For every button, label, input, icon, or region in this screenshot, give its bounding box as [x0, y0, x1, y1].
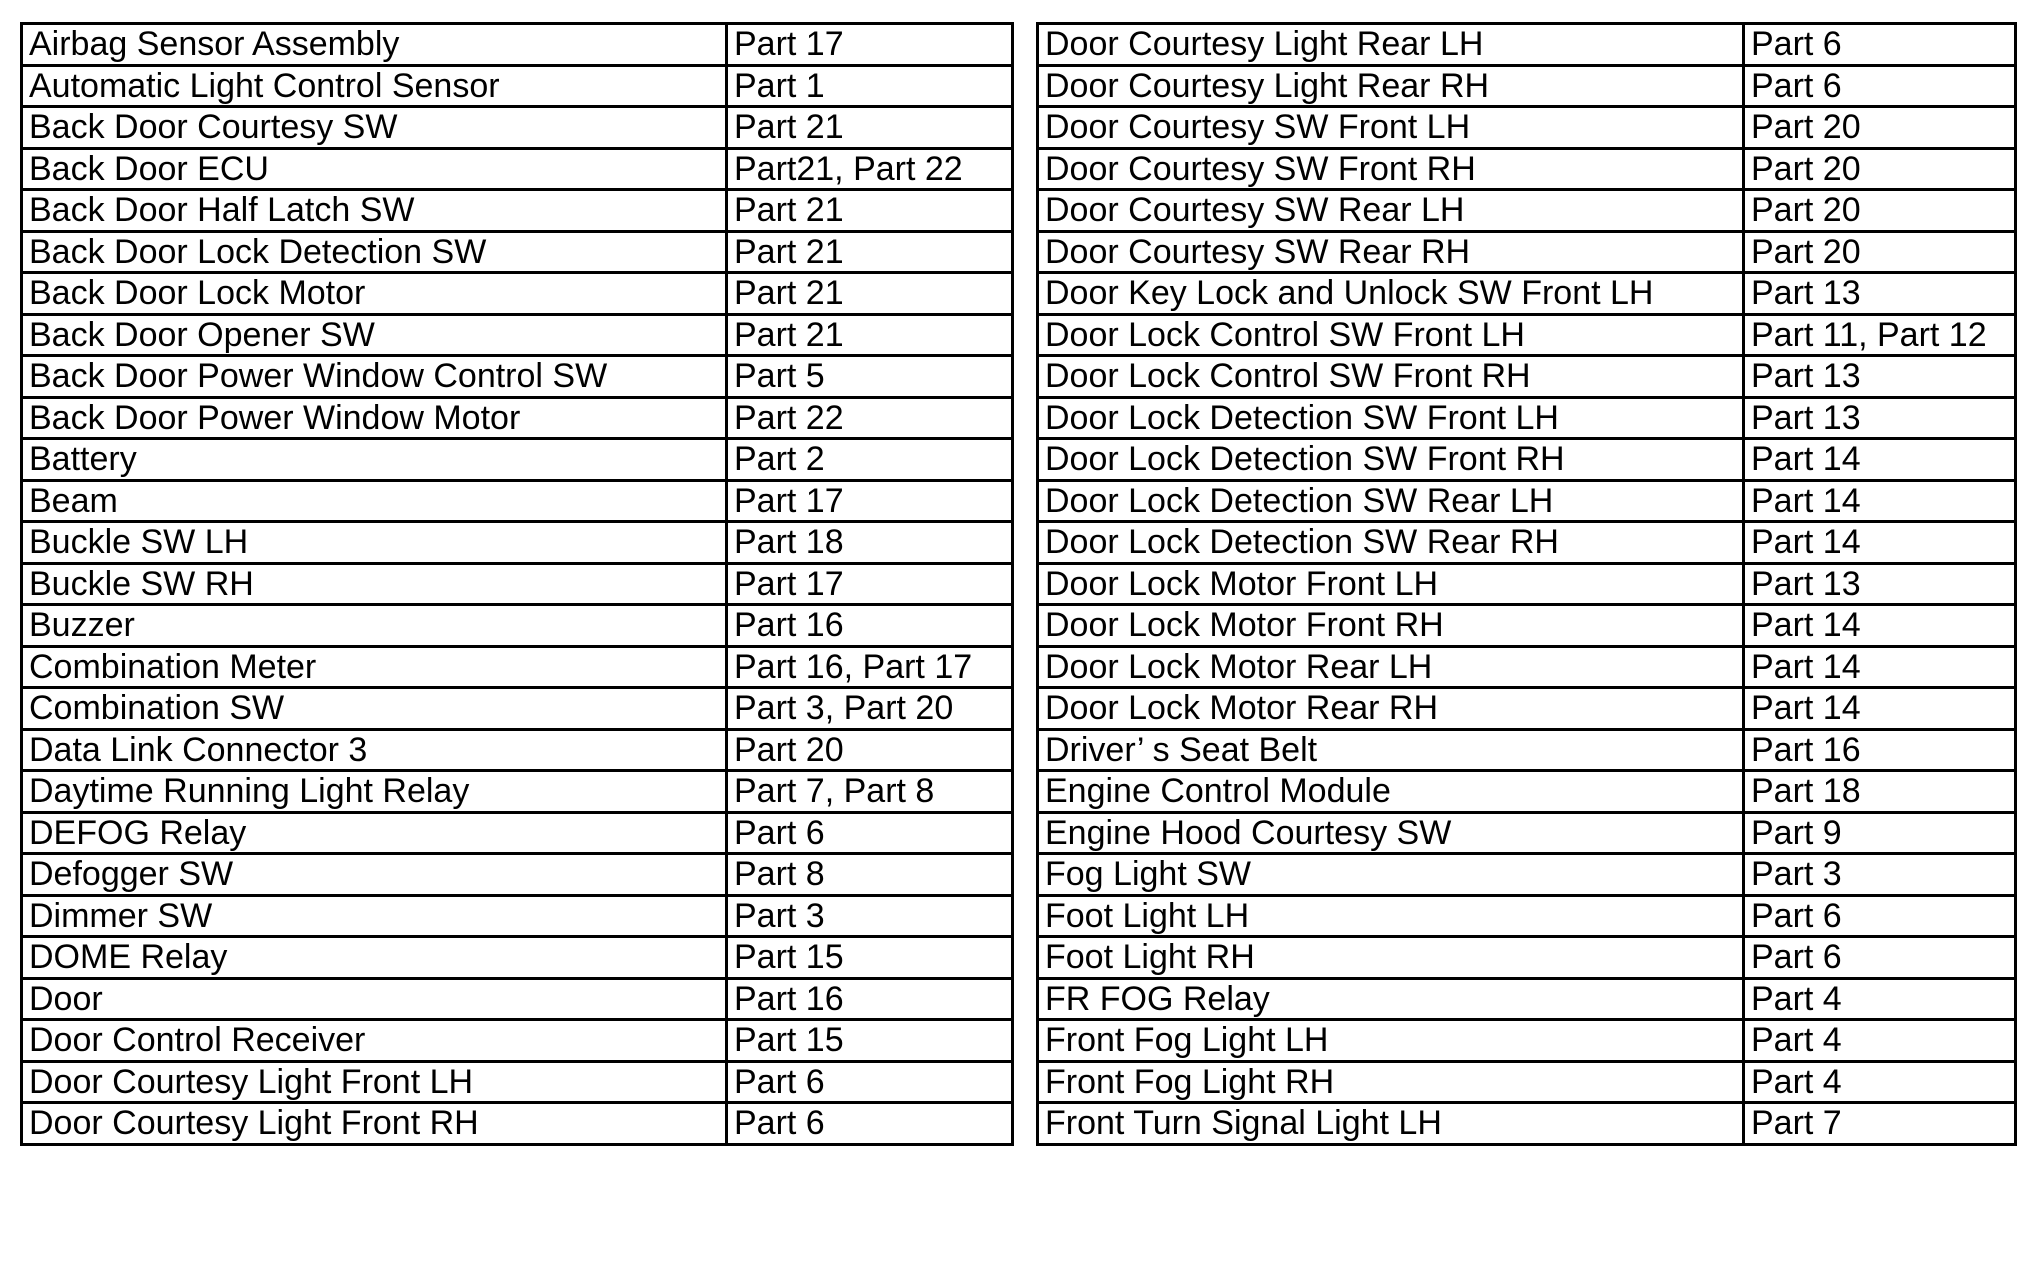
- part-reference-cell: Part 20: [727, 729, 1013, 771]
- component-index-table-right: [1036, 22, 2017, 1146]
- component-name-cell: Door Lock Motor Rear RH: [1038, 688, 1744, 730]
- part-reference-cell: Part 4: [1744, 1061, 2016, 1103]
- component-name-cell: DEFOG Relay: [22, 812, 727, 854]
- table-row: [1038, 314, 2016, 356]
- table-row: [22, 273, 1013, 315]
- part-reference-cell: Part 16: [727, 605, 1013, 647]
- part-reference-cell: Part 3, Part 20: [727, 688, 1013, 730]
- table-row: [1038, 978, 2016, 1020]
- component-name-cell: Buckle SW RH: [22, 563, 727, 605]
- table-row: [22, 1020, 1013, 1062]
- component-name-cell: Door Lock Detection SW Rear RH: [1038, 522, 1744, 564]
- component-name-cell: Door Courtesy Light Rear LH: [1038, 24, 1744, 66]
- table-row: [1038, 937, 2016, 979]
- part-reference-cell: Part 8: [727, 854, 1013, 896]
- component-name-cell: Door Lock Control SW Front LH: [1038, 314, 1744, 356]
- component-name-cell: Combination SW: [22, 688, 727, 730]
- part-reference-cell: Part 16: [1744, 729, 2016, 771]
- component-name-cell: Fog Light SW: [1038, 854, 1744, 896]
- part-reference-cell: Part 18: [1744, 771, 2016, 813]
- table-row: [22, 771, 1013, 813]
- component-name-cell: Back Door Courtesy SW: [22, 107, 727, 149]
- part-reference-cell: Part 6: [1744, 895, 2016, 937]
- component-name-cell: Door: [22, 978, 727, 1020]
- table-row: [22, 439, 1013, 481]
- component-name-cell: Front Turn Signal Light LH: [1038, 1103, 1744, 1145]
- table-row: [22, 148, 1013, 190]
- part-reference-cell: Part 6: [1744, 937, 2016, 979]
- component-name-cell: Door Courtesy Light Front LH: [22, 1061, 727, 1103]
- part-reference-cell: Part 18: [727, 522, 1013, 564]
- component-name-cell: Door Lock Detection SW Front RH: [1038, 439, 1744, 481]
- part-reference-cell: Part 14: [1744, 439, 2016, 481]
- table-row: [1038, 1061, 2016, 1103]
- part-reference-cell: Part 16, Part 17: [727, 646, 1013, 688]
- table-row: [1038, 24, 2016, 66]
- component-name-cell: Front Fog Light RH: [1038, 1061, 1744, 1103]
- table-row: [22, 978, 1013, 1020]
- component-name-cell: Door Lock Motor Front RH: [1038, 605, 1744, 647]
- table-row: [22, 1061, 1013, 1103]
- part-reference-cell: Part 6: [727, 812, 1013, 854]
- component-name-cell: Daytime Running Light Relay: [22, 771, 727, 813]
- part-reference-cell: Part 4: [1744, 1020, 2016, 1062]
- part-reference-cell: Part 20: [1744, 107, 2016, 149]
- part-reference-cell: Part 6: [1744, 24, 2016, 66]
- table-row: [22, 231, 1013, 273]
- part-reference-cell: Part 6: [727, 1103, 1013, 1145]
- part-reference-cell: Part 3: [1744, 854, 2016, 896]
- component-name-cell: Door Lock Detection SW Rear LH: [1038, 480, 1744, 522]
- table-row: [1038, 439, 2016, 481]
- part-reference-cell: Part 21: [727, 107, 1013, 149]
- table-row: [1038, 1020, 2016, 1062]
- table-row: [1038, 812, 2016, 854]
- part-reference-cell: Part 13: [1744, 273, 2016, 315]
- part-reference-cell: Part 5: [727, 356, 1013, 398]
- part-reference-cell: Part 7: [1744, 1103, 2016, 1145]
- component-name-cell: Door Courtesy Light Rear RH: [1038, 65, 1744, 107]
- part-reference-cell: Part 17: [727, 24, 1013, 66]
- component-name-cell: FR FOG Relay: [1038, 978, 1744, 1020]
- table-row: [1038, 397, 2016, 439]
- component-name-cell: Driver’ s Seat Belt: [1038, 729, 1744, 771]
- table-row: [22, 646, 1013, 688]
- component-index-rows-left: [22, 24, 1013, 1145]
- component-name-cell: Door Key Lock and Unlock SW Front LH: [1038, 273, 1744, 315]
- table-row: [1038, 563, 2016, 605]
- part-reference-cell: Part 17: [727, 480, 1013, 522]
- part-reference-cell: Part 17: [727, 563, 1013, 605]
- part-reference-cell: Part 7, Part 8: [727, 771, 1013, 813]
- component-name-cell: Back Door Half Latch SW: [22, 190, 727, 232]
- table-row: [1038, 605, 2016, 647]
- component-name-cell: Foot Light LH: [1038, 895, 1744, 937]
- part-reference-cell: Part 2: [727, 439, 1013, 481]
- table-row: [22, 937, 1013, 979]
- component-name-cell: Foot Light RH: [1038, 937, 1744, 979]
- part-reference-cell: Part 16: [727, 978, 1013, 1020]
- part-reference-cell: Part 13: [1744, 356, 2016, 398]
- component-name-cell: Door Courtesy Light Front RH: [22, 1103, 727, 1145]
- part-reference-cell: Part 21: [727, 314, 1013, 356]
- part-reference-cell: Part 13: [1744, 397, 2016, 439]
- component-name-cell: Door Control Receiver: [22, 1020, 727, 1062]
- component-name-cell: Data Link Connector 3: [22, 729, 727, 771]
- component-name-cell: Back Door Lock Motor: [22, 273, 727, 315]
- component-name-cell: Automatic Light Control Sensor: [22, 65, 727, 107]
- table-row: [1038, 190, 2016, 232]
- part-reference-cell: Part 14: [1744, 605, 2016, 647]
- component-name-cell: Engine Hood Courtesy SW: [1038, 812, 1744, 854]
- part-reference-cell: Part 1: [727, 65, 1013, 107]
- table-row: [22, 563, 1013, 605]
- table-row: [1038, 231, 2016, 273]
- part-reference-cell: Part 20: [1744, 148, 2016, 190]
- component-name-cell: Buzzer: [22, 605, 727, 647]
- component-name-cell: Battery: [22, 439, 727, 481]
- table-row: [22, 480, 1013, 522]
- part-reference-cell: Part21, Part 22: [727, 148, 1013, 190]
- table-row: [22, 895, 1013, 937]
- component-name-cell: Back Door Opener SW: [22, 314, 727, 356]
- component-name-cell: Back Door Lock Detection SW: [22, 231, 727, 273]
- part-reference-cell: Part 15: [727, 1020, 1013, 1062]
- table-row: [22, 854, 1013, 896]
- component-name-cell: Defogger SW: [22, 854, 727, 896]
- part-reference-cell: Part 15: [727, 937, 1013, 979]
- part-reference-cell: Part 6: [727, 1061, 1013, 1103]
- table-row: [22, 356, 1013, 398]
- component-name-cell: Door Courtesy SW Front LH: [1038, 107, 1744, 149]
- component-name-cell: Door Courtesy SW Rear RH: [1038, 231, 1744, 273]
- table-row: [1038, 854, 2016, 896]
- part-reference-cell: Part 14: [1744, 480, 2016, 522]
- component-index-rows-right: [1038, 24, 2016, 1145]
- part-reference-cell: Part 14: [1744, 646, 2016, 688]
- table-row: [22, 190, 1013, 232]
- component-name-cell: Engine Control Module: [1038, 771, 1744, 813]
- part-reference-cell: Part 6: [1744, 65, 2016, 107]
- table-row: [22, 688, 1013, 730]
- part-reference-cell: Part 4: [1744, 978, 2016, 1020]
- component-name-cell: DOME Relay: [22, 937, 727, 979]
- table-row: [1038, 65, 2016, 107]
- part-reference-cell: Part 9: [1744, 812, 2016, 854]
- table-row: [22, 314, 1013, 356]
- part-reference-cell: Part 14: [1744, 688, 2016, 730]
- component-name-cell: Airbag Sensor Assembly: [22, 24, 727, 66]
- table-row: [22, 812, 1013, 854]
- part-reference-cell: Part 21: [727, 273, 1013, 315]
- component-name-cell: Door Lock Detection SW Front LH: [1038, 397, 1744, 439]
- table-row: [22, 65, 1013, 107]
- table-row: [1038, 480, 2016, 522]
- table-row: [1038, 107, 2016, 149]
- component-name-cell: Buckle SW LH: [22, 522, 727, 564]
- component-name-cell: Door Lock Control SW Front RH: [1038, 356, 1744, 398]
- part-reference-cell: Part 20: [1744, 231, 2016, 273]
- component-name-cell: Door Lock Motor Front LH: [1038, 563, 1744, 605]
- table-row: [1038, 356, 2016, 398]
- component-name-cell: Combination Meter: [22, 646, 727, 688]
- table-row: [1038, 646, 2016, 688]
- component-name-cell: Door Courtesy SW Rear LH: [1038, 190, 1744, 232]
- table-row: [22, 605, 1013, 647]
- table-row: [1038, 688, 2016, 730]
- part-reference-cell: Part 22: [727, 397, 1013, 439]
- part-reference-cell: Part 21: [727, 231, 1013, 273]
- table-row: [22, 397, 1013, 439]
- component-name-cell: Beam: [22, 480, 727, 522]
- part-reference-cell: Part 3: [727, 895, 1013, 937]
- component-name-cell: Front Fog Light LH: [1038, 1020, 1744, 1062]
- table-row: [22, 24, 1013, 66]
- component-name-cell: Door Lock Motor Rear LH: [1038, 646, 1744, 688]
- part-reference-cell: Part 14: [1744, 522, 2016, 564]
- part-reference-cell: Part 13: [1744, 563, 2016, 605]
- table-row: [1038, 1103, 2016, 1145]
- table-row: [1038, 148, 2016, 190]
- component-name-cell: Back Door ECU: [22, 148, 727, 190]
- table-row: [22, 107, 1013, 149]
- table-row: [1038, 522, 2016, 564]
- component-name-cell: Door Courtesy SW Front RH: [1038, 148, 1744, 190]
- component-name-cell: Dimmer SW: [22, 895, 727, 937]
- table-row: [22, 729, 1013, 771]
- table-row: [1038, 273, 2016, 315]
- part-reference-cell: Part 20: [1744, 190, 2016, 232]
- component-name-cell: Back Door Power Window Control SW: [22, 356, 727, 398]
- table-row: [22, 1103, 1013, 1145]
- component-name-cell: Back Door Power Window Motor: [22, 397, 727, 439]
- table-row: [1038, 771, 2016, 813]
- table-row: [1038, 895, 2016, 937]
- table-row: [22, 522, 1013, 564]
- part-reference-cell: Part 21: [727, 190, 1013, 232]
- component-index-table-left: [20, 22, 1014, 1146]
- part-reference-cell: Part 11, Part 12: [1744, 314, 2016, 356]
- table-row: [1038, 729, 2016, 771]
